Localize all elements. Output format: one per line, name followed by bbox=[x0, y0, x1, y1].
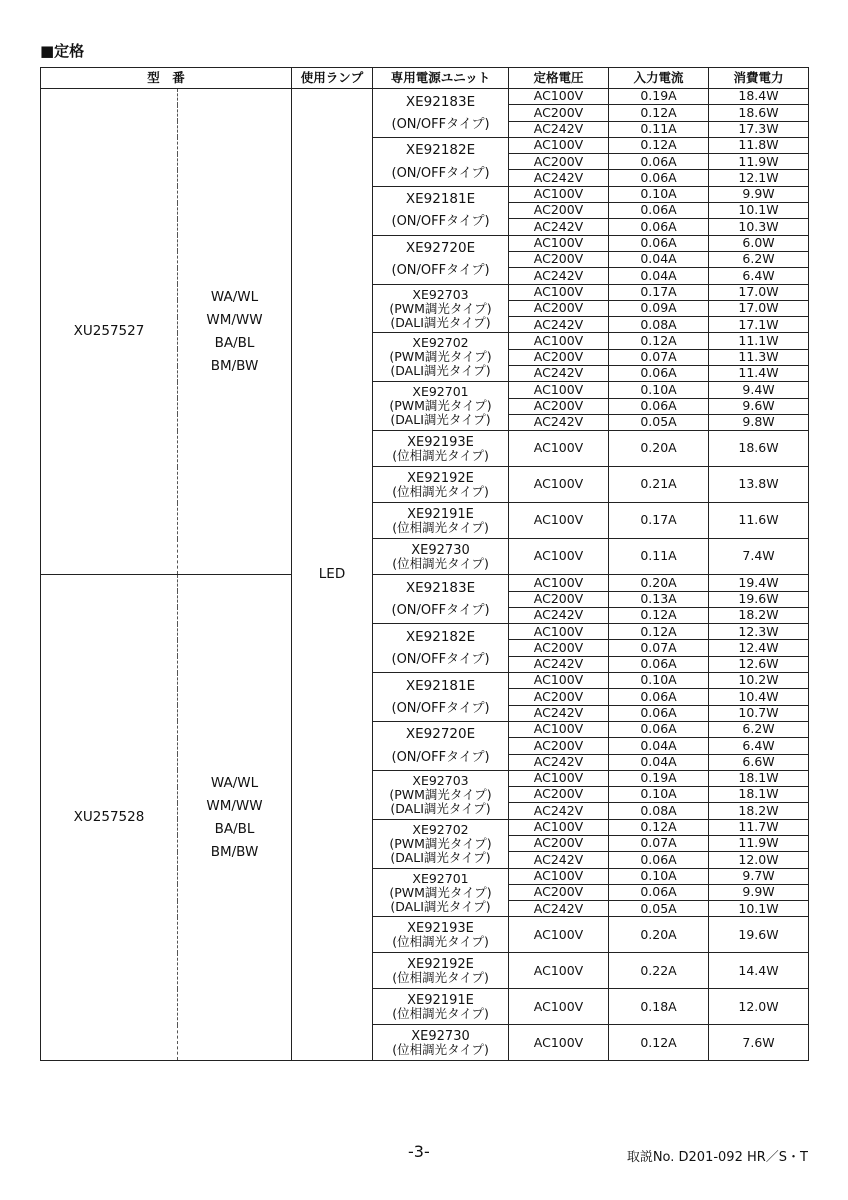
power-unit-type: (位相調光タイプ) bbox=[392, 1005, 489, 1021]
power-consumption: 17.1W bbox=[709, 317, 809, 333]
power-consumption: 6.0W bbox=[709, 235, 809, 251]
power-consumption: 19.6W bbox=[709, 591, 809, 607]
power-consumption: 11.8W bbox=[709, 137, 809, 153]
power-consumption: 11.4W bbox=[709, 366, 809, 382]
finish-code: BM/BW bbox=[210, 357, 259, 374]
spec-body bbox=[41, 89, 809, 1061]
power-consumption: 18.2W bbox=[709, 803, 809, 819]
rated-voltage: AC200V bbox=[509, 835, 609, 851]
power-consumption: 10.7W bbox=[709, 705, 809, 721]
input-current: 0.06A bbox=[609, 398, 709, 414]
power-unit-type: (PWM調光タイプ) bbox=[389, 349, 492, 365]
power-unit-name: XE92182E bbox=[405, 628, 476, 645]
finish-code: WA/WL bbox=[210, 288, 259, 305]
power-consumption: 12.0W bbox=[709, 852, 809, 868]
power-unit-type: (位相調光タイプ) bbox=[392, 555, 489, 571]
input-current: 0.12A bbox=[609, 607, 709, 623]
table-row bbox=[41, 89, 809, 105]
rated-voltage: AC200V bbox=[509, 105, 609, 121]
rated-voltage: AC100V bbox=[509, 819, 609, 835]
power-unit bbox=[373, 575, 509, 624]
header-power: 消費電力 bbox=[709, 68, 809, 89]
power-unit-name: XE92701 bbox=[412, 384, 469, 400]
power-unit bbox=[373, 284, 509, 333]
input-current: 0.06A bbox=[609, 656, 709, 672]
power-consumption: 6.4W bbox=[709, 738, 809, 754]
power-unit bbox=[373, 382, 509, 431]
rated-voltage: AC200V bbox=[509, 884, 609, 900]
rated-voltage: AC200V bbox=[509, 738, 609, 754]
power-consumption: 12.4W bbox=[709, 640, 809, 656]
rated-voltage: AC100V bbox=[509, 868, 609, 884]
power-unit-type: (位相調光タイプ) bbox=[392, 483, 489, 499]
finish-codes bbox=[178, 575, 292, 1061]
rated-voltage: AC242V bbox=[509, 219, 609, 235]
rated-voltage: AC242V bbox=[509, 366, 609, 382]
rated-voltage: AC242V bbox=[509, 901, 609, 917]
rated-voltage: AC200V bbox=[509, 154, 609, 170]
header-current: 入力電流 bbox=[609, 68, 709, 89]
rated-voltage: AC242V bbox=[509, 754, 609, 770]
rated-voltage: AC100V bbox=[509, 917, 609, 953]
input-current: 0.21A bbox=[609, 467, 709, 503]
power-unit-type: (ON/OFFタイプ) bbox=[391, 651, 490, 667]
spec-table bbox=[40, 67, 809, 1061]
power-consumption: 13.8W bbox=[709, 467, 809, 503]
input-current: 0.12A bbox=[609, 137, 709, 153]
power-unit bbox=[373, 770, 509, 819]
rated-voltage: AC100V bbox=[509, 575, 609, 591]
power-unit bbox=[373, 431, 509, 467]
rated-voltage: AC100V bbox=[509, 333, 609, 349]
power-consumption: 18.6W bbox=[709, 105, 809, 121]
power-unit-type: (DALI調光タイプ) bbox=[390, 800, 491, 816]
input-current: 0.11A bbox=[609, 121, 709, 137]
power-consumption: 12.0W bbox=[709, 989, 809, 1025]
input-current: 0.19A bbox=[609, 770, 709, 786]
power-unit-name: XE92191E bbox=[407, 506, 474, 522]
power-consumption: 9.9W bbox=[709, 186, 809, 202]
power-unit-name: XE92720E bbox=[405, 240, 476, 257]
rated-voltage: AC100V bbox=[509, 770, 609, 786]
power-unit-name: XE92192E bbox=[407, 470, 474, 486]
power-consumption: 10.1W bbox=[709, 901, 809, 917]
power-consumption: 11.9W bbox=[709, 154, 809, 170]
power-unit-type: (位相調光タイプ) bbox=[392, 1041, 489, 1057]
rated-voltage: AC100V bbox=[509, 953, 609, 989]
power-unit-name: XE92720E bbox=[405, 726, 476, 743]
rated-voltage: AC242V bbox=[509, 803, 609, 819]
power-unit bbox=[373, 953, 509, 989]
power-consumption: 7.4W bbox=[709, 539, 809, 575]
power-unit bbox=[373, 917, 509, 953]
power-consumption: 9.4W bbox=[709, 382, 809, 398]
rated-voltage: AC242V bbox=[509, 607, 609, 623]
rated-voltage: AC200V bbox=[509, 251, 609, 267]
power-unit-type: (PWM調光タイプ) bbox=[389, 786, 492, 802]
rated-voltage: AC242V bbox=[509, 317, 609, 333]
input-current: 0.10A bbox=[609, 787, 709, 803]
rated-voltage: AC200V bbox=[509, 398, 609, 414]
input-current: 0.07A bbox=[609, 349, 709, 365]
finish-code: BA/BL bbox=[214, 820, 255, 837]
rated-voltage: AC200V bbox=[509, 591, 609, 607]
lamp-type: LED bbox=[292, 89, 373, 1061]
power-unit-name: XE92192E bbox=[407, 956, 474, 972]
rated-voltage: AC242V bbox=[509, 852, 609, 868]
rated-voltage: AC200V bbox=[509, 689, 609, 705]
power-consumption: 10.1W bbox=[709, 203, 809, 219]
power-consumption: 14.4W bbox=[709, 953, 809, 989]
power-consumption: 9.8W bbox=[709, 414, 809, 430]
model-number: XU257527 bbox=[41, 89, 178, 575]
input-current: 0.10A bbox=[609, 868, 709, 884]
rated-voltage: AC100V bbox=[509, 284, 609, 300]
header-voltage: 定格電圧 bbox=[509, 68, 609, 89]
input-current: 0.08A bbox=[609, 317, 709, 333]
input-current: 0.06A bbox=[609, 705, 709, 721]
power-consumption: 9.7W bbox=[709, 868, 809, 884]
power-unit-name: XE92702 bbox=[412, 335, 469, 351]
rated-voltage: AC242V bbox=[509, 656, 609, 672]
power-consumption: 18.1W bbox=[709, 770, 809, 786]
input-current: 0.06A bbox=[609, 203, 709, 219]
power-consumption: 10.3W bbox=[709, 219, 809, 235]
rated-voltage: AC242V bbox=[509, 705, 609, 721]
input-current: 0.12A bbox=[609, 624, 709, 640]
power-unit-name: XE92703 bbox=[412, 286, 469, 302]
input-current: 0.04A bbox=[609, 251, 709, 267]
input-current: 0.22A bbox=[609, 953, 709, 989]
power-unit-type: (PWM調光タイプ) bbox=[389, 835, 492, 851]
input-current: 0.05A bbox=[609, 901, 709, 917]
power-unit bbox=[373, 819, 509, 868]
power-unit-type: (ON/OFFタイプ) bbox=[391, 116, 490, 132]
power-unit bbox=[373, 333, 509, 382]
rated-voltage: AC100V bbox=[509, 235, 609, 251]
power-unit-type: (DALI調光タイプ) bbox=[390, 314, 491, 330]
input-current: 0.10A bbox=[609, 382, 709, 398]
rated-voltage: AC242V bbox=[509, 414, 609, 430]
power-consumption: 12.1W bbox=[709, 170, 809, 186]
finish-code: BA/BL bbox=[214, 334, 255, 351]
rated-voltage: AC200V bbox=[509, 787, 609, 803]
input-current: 0.20A bbox=[609, 575, 709, 591]
power-unit-type: (位相調光タイプ) bbox=[392, 447, 489, 463]
power-unit bbox=[373, 539, 509, 575]
power-unit bbox=[373, 624, 509, 673]
input-current: 0.20A bbox=[609, 431, 709, 467]
power-unit bbox=[373, 89, 509, 138]
power-unit bbox=[373, 235, 509, 284]
rated-voltage: AC242V bbox=[509, 268, 609, 284]
power-unit-type: (位相調光タイプ) bbox=[392, 969, 489, 985]
power-unit-type: (ON/OFFタイプ) bbox=[391, 700, 490, 716]
finish-codes bbox=[178, 89, 292, 575]
input-current: 0.04A bbox=[609, 754, 709, 770]
input-current: 0.05A bbox=[609, 414, 709, 430]
power-unit-name: XE92191E bbox=[407, 992, 474, 1008]
power-unit-name: XE92703 bbox=[412, 772, 469, 788]
input-current: 0.06A bbox=[609, 235, 709, 251]
rated-voltage: AC100V bbox=[509, 673, 609, 689]
power-consumption: 12.3W bbox=[709, 624, 809, 640]
rated-voltage: AC100V bbox=[509, 624, 609, 640]
input-current: 0.12A bbox=[609, 1025, 709, 1061]
power-consumption: 10.2W bbox=[709, 673, 809, 689]
power-unit-type: (PWM調光タイプ) bbox=[389, 884, 492, 900]
header-row bbox=[41, 68, 809, 89]
power-consumption: 18.6W bbox=[709, 431, 809, 467]
power-unit bbox=[373, 467, 509, 503]
power-unit-type: (位相調光タイプ) bbox=[392, 519, 489, 535]
rated-voltage: AC100V bbox=[509, 137, 609, 153]
input-current: 0.12A bbox=[609, 105, 709, 121]
power-unit-type: (ON/OFFタイプ) bbox=[391, 214, 490, 230]
rated-voltage: AC200V bbox=[509, 300, 609, 316]
power-consumption: 17.0W bbox=[709, 284, 809, 300]
section-title: ■定格 bbox=[40, 42, 85, 60]
power-consumption: 18.2W bbox=[709, 607, 809, 623]
input-current: 0.12A bbox=[609, 819, 709, 835]
power-consumption: 9.9W bbox=[709, 884, 809, 900]
header-lamp: 使用ランプ bbox=[292, 68, 373, 89]
power-unit-type: (DALI調光タイプ) bbox=[390, 849, 491, 865]
input-current: 0.12A bbox=[609, 333, 709, 349]
rated-voltage: AC100V bbox=[509, 721, 609, 737]
power-unit-name: XE92193E bbox=[407, 920, 474, 936]
finish-code: WA/WL bbox=[210, 774, 259, 791]
rated-voltage: AC242V bbox=[509, 170, 609, 186]
power-unit bbox=[373, 868, 509, 917]
power-unit-type: (ON/OFFタイプ) bbox=[391, 602, 490, 618]
input-current: 0.06A bbox=[609, 852, 709, 868]
power-consumption: 18.4W bbox=[709, 89, 809, 105]
rated-voltage: AC100V bbox=[509, 382, 609, 398]
power-consumption: 12.6W bbox=[709, 656, 809, 672]
power-unit-type: (ON/OFFタイプ) bbox=[391, 165, 490, 181]
rated-voltage: AC100V bbox=[509, 503, 609, 539]
rated-voltage: AC242V bbox=[509, 121, 609, 137]
rated-voltage: AC100V bbox=[509, 431, 609, 467]
power-unit-type: (ON/OFFタイプ) bbox=[391, 263, 490, 279]
finish-code: BM/BW bbox=[210, 843, 259, 860]
input-current: 0.06A bbox=[609, 721, 709, 737]
input-current: 0.06A bbox=[609, 884, 709, 900]
rated-voltage: AC100V bbox=[509, 467, 609, 503]
power-unit-name: XE92182E bbox=[405, 142, 476, 159]
power-consumption: 11.6W bbox=[709, 503, 809, 539]
power-unit bbox=[373, 503, 509, 539]
input-current: 0.06A bbox=[609, 219, 709, 235]
page-number: -3- bbox=[408, 1142, 430, 1161]
rated-voltage: AC200V bbox=[509, 640, 609, 656]
power-unit bbox=[373, 989, 509, 1025]
power-unit-name: XE92702 bbox=[412, 821, 469, 837]
power-unit-name: XE92730 bbox=[411, 1028, 470, 1044]
power-consumption: 11.3W bbox=[709, 349, 809, 365]
rated-voltage: AC200V bbox=[509, 349, 609, 365]
power-consumption: 6.4W bbox=[709, 268, 809, 284]
power-consumption: 17.0W bbox=[709, 300, 809, 316]
input-current: 0.19A bbox=[609, 89, 709, 105]
power-consumption: 7.6W bbox=[709, 1025, 809, 1061]
model-number: XU257528 bbox=[41, 575, 178, 1061]
input-current: 0.06A bbox=[609, 366, 709, 382]
power-unit bbox=[373, 721, 509, 770]
power-unit-name: XE92701 bbox=[412, 870, 469, 886]
power-unit-type: (DALI調光タイプ) bbox=[390, 898, 491, 914]
rated-voltage: AC100V bbox=[509, 89, 609, 105]
rated-voltage: AC200V bbox=[509, 203, 609, 219]
input-current: 0.04A bbox=[609, 738, 709, 754]
power-unit bbox=[373, 137, 509, 186]
input-current: 0.06A bbox=[609, 154, 709, 170]
power-unit-type: (ON/OFFタイプ) bbox=[391, 749, 490, 765]
power-unit-name: XE92183E bbox=[405, 93, 476, 110]
input-current: 0.07A bbox=[609, 835, 709, 851]
header-model: 型 番 bbox=[41, 68, 292, 89]
input-current: 0.09A bbox=[609, 300, 709, 316]
input-current: 0.20A bbox=[609, 917, 709, 953]
input-current: 0.10A bbox=[609, 673, 709, 689]
document-number: 取説No. D201-092 HR／S・T bbox=[626, 1150, 808, 1165]
power-unit-name: XE92730 bbox=[411, 542, 470, 558]
finish-code: WM/WW bbox=[206, 797, 263, 814]
rated-voltage: AC100V bbox=[509, 539, 609, 575]
input-current: 0.06A bbox=[609, 689, 709, 705]
input-current: 0.11A bbox=[609, 539, 709, 575]
power-consumption: 11.7W bbox=[709, 819, 809, 835]
rated-voltage: AC100V bbox=[509, 186, 609, 202]
power-consumption: 11.9W bbox=[709, 835, 809, 851]
power-consumption: 10.4W bbox=[709, 689, 809, 705]
power-unit-name: XE92181E bbox=[405, 191, 476, 208]
input-current: 0.07A bbox=[609, 640, 709, 656]
power-unit-type: (PWM調光タイプ) bbox=[389, 398, 492, 414]
power-consumption: 17.3W bbox=[709, 121, 809, 137]
rated-voltage: AC100V bbox=[509, 989, 609, 1025]
power-unit-name: XE92183E bbox=[405, 579, 476, 596]
power-unit bbox=[373, 673, 509, 722]
power-consumption: 6.2W bbox=[709, 251, 809, 267]
power-unit-type: (DALI調光タイプ) bbox=[390, 412, 491, 428]
power-consumption: 6.6W bbox=[709, 754, 809, 770]
header-unit: 専用電源ユニット bbox=[373, 68, 509, 89]
power-unit-name: XE92193E bbox=[407, 434, 474, 450]
finish-code: WM/WW bbox=[206, 311, 263, 328]
power-unit bbox=[373, 186, 509, 235]
rated-voltage: AC100V bbox=[509, 1025, 609, 1061]
power-consumption: 19.6W bbox=[709, 917, 809, 953]
power-consumption: 11.1W bbox=[709, 333, 809, 349]
power-consumption: 9.6W bbox=[709, 398, 809, 414]
power-unit bbox=[373, 1025, 509, 1061]
input-current: 0.04A bbox=[609, 268, 709, 284]
power-unit-type: (PWM調光タイプ) bbox=[389, 300, 492, 316]
power-consumption: 19.4W bbox=[709, 575, 809, 591]
input-current: 0.06A bbox=[609, 170, 709, 186]
power-unit-type: (位相調光タイプ) bbox=[392, 933, 489, 949]
power-consumption: 18.1W bbox=[709, 787, 809, 803]
input-current: 0.17A bbox=[609, 503, 709, 539]
power-unit-name: XE92181E bbox=[405, 677, 476, 694]
power-unit-type: (DALI調光タイプ) bbox=[390, 363, 491, 379]
input-current: 0.18A bbox=[609, 989, 709, 1025]
input-current: 0.08A bbox=[609, 803, 709, 819]
input-current: 0.13A bbox=[609, 591, 709, 607]
power-consumption: 6.2W bbox=[709, 721, 809, 737]
input-current: 0.10A bbox=[609, 186, 709, 202]
table-row bbox=[41, 575, 809, 591]
input-current: 0.17A bbox=[609, 284, 709, 300]
